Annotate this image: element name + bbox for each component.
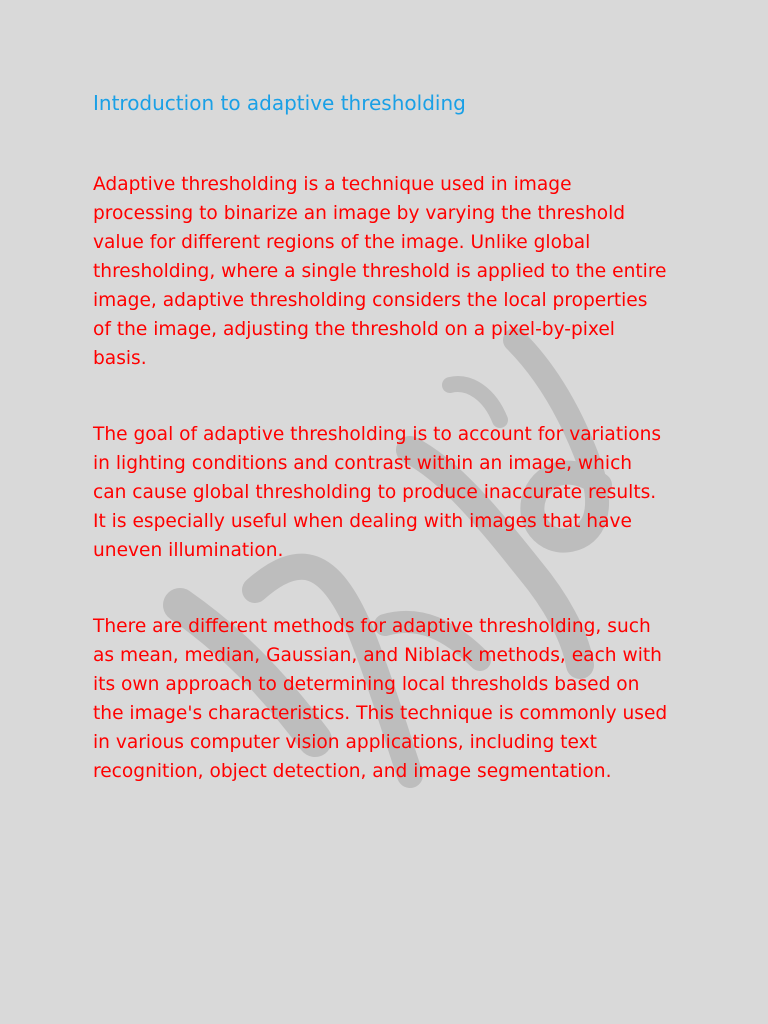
paragraph-line: thresholding, where a single threshold is applied to the entire: [93, 261, 667, 282]
paragraph-line: Adaptive thresholding is a technique used in image: [93, 174, 572, 195]
paragraph-line: as mean, median, Gaussian, and Niblack methods, each with: [93, 645, 662, 666]
paragraph-3: [93, 612, 693, 786]
paragraph-line: of the image, adjusting the threshold on a pixel-by-pixel: [93, 319, 615, 340]
paragraph-line: value for different regions of the image. Unlike global: [93, 232, 591, 253]
paragraph-line: its own approach to determining local thresholds based on: [93, 674, 640, 695]
paragraph-line: It is especially useful when dealing with images that have: [93, 511, 632, 532]
paragraph-line: in lighting conditions and contrast within an image, which: [93, 453, 633, 474]
paragraph-line: The goal of adaptive thresholding is to account for variations: [93, 424, 662, 445]
document-title: Introduction to adaptive thresholding: [93, 91, 466, 115]
paragraph-line: There are different methods for adaptive thresholding, such: [93, 616, 651, 637]
paragraph-line: in various computer vision applications, including text: [93, 732, 597, 753]
paragraph-line: the image's characteristics. This technique is commonly used: [93, 703, 668, 724]
paragraph-line: image, adaptive thresholding considers the local properties: [93, 290, 648, 311]
paragraph-line: basis.: [93, 348, 147, 369]
paragraph-line: recognition, object detection, and image segmentation.: [93, 761, 612, 782]
paragraph-line: uneven illumination.: [93, 540, 284, 561]
paragraph-1: [93, 170, 693, 373]
paragraph-2: [93, 420, 693, 565]
document-content: [93, 88, 693, 833]
paragraph-line: can cause global thresholding to produce inaccurate results.: [93, 482, 657, 503]
paragraph-line: processing to binarize an image by varying the threshold: [93, 203, 626, 224]
